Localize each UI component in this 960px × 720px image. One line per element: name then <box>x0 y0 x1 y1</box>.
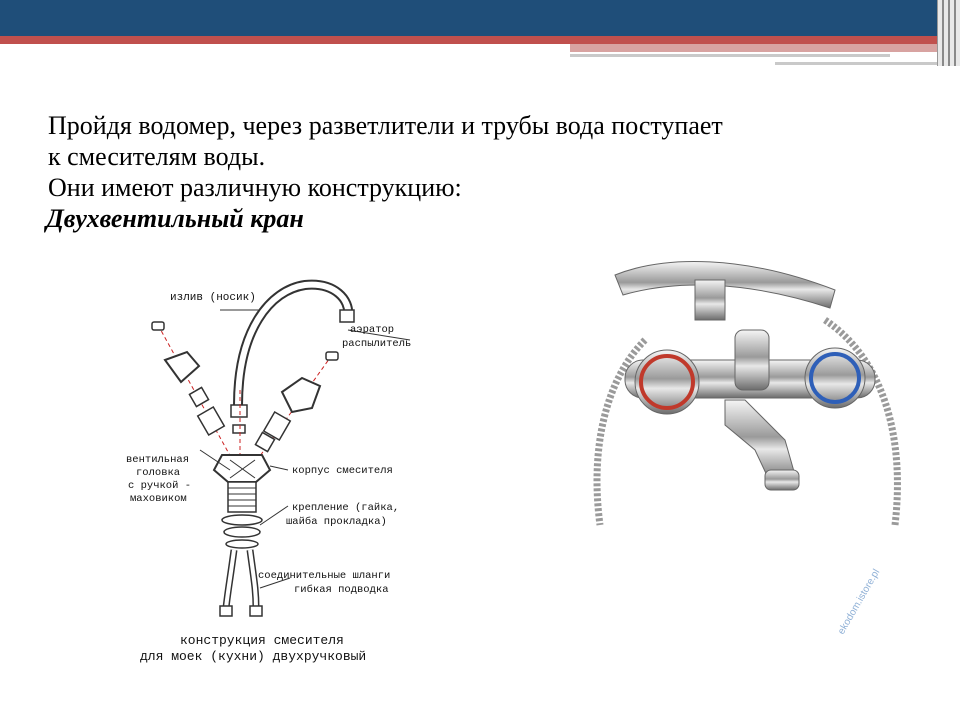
label-valve: головка <box>136 467 181 479</box>
label-valve: маховиком <box>130 493 187 505</box>
label-spout: излив (носик) <box>170 292 256 304</box>
text-line: Пройдя водомер, через разветлители и трубы вода поступает <box>48 111 723 140</box>
top-accent-stripe-light <box>570 44 960 52</box>
slide-body-text <box>48 110 928 234</box>
text-line: к смесителям воды. <box>48 142 266 171</box>
top-accent-stripe <box>0 36 960 44</box>
cold-handle <box>805 348 865 408</box>
label-aerator: распылитель <box>342 338 412 350</box>
grey-rule <box>775 62 940 65</box>
right-handle-part <box>282 378 320 412</box>
grey-rule <box>570 54 890 57</box>
label-hoses: соединительные шланги <box>258 570 391 582</box>
label-aerator: аэратор <box>350 324 395 336</box>
top-banner <box>0 0 960 36</box>
label-mount: шайба прокладка) <box>286 516 387 528</box>
hot-handle <box>635 350 699 414</box>
diagram-caption: конструкция смесителя <box>180 633 344 648</box>
label-valve: вентильная <box>126 454 190 466</box>
left-handle-part <box>165 352 199 382</box>
wall-mixer-photo <box>585 250 915 670</box>
aerator-part <box>340 310 354 322</box>
label-hoses: гибкая подводка <box>294 584 389 596</box>
text-line: Они имеют различную конструкцию: <box>48 173 462 202</box>
label-body: корпус смесителя <box>292 465 393 477</box>
watermark-text: ekodom.istore.pl <box>836 567 883 637</box>
corner-decoration <box>937 0 960 66</box>
label-valve: с ручкой - <box>128 480 192 492</box>
axis-line <box>250 355 332 470</box>
label-mount: крепление (гайка, <box>292 502 400 514</box>
section-heading: Двухвентильный кран <box>46 204 304 233</box>
diagram-caption: для моек (кухни) двухручковый <box>140 649 367 664</box>
mixer-exploded-diagram <box>110 270 430 670</box>
